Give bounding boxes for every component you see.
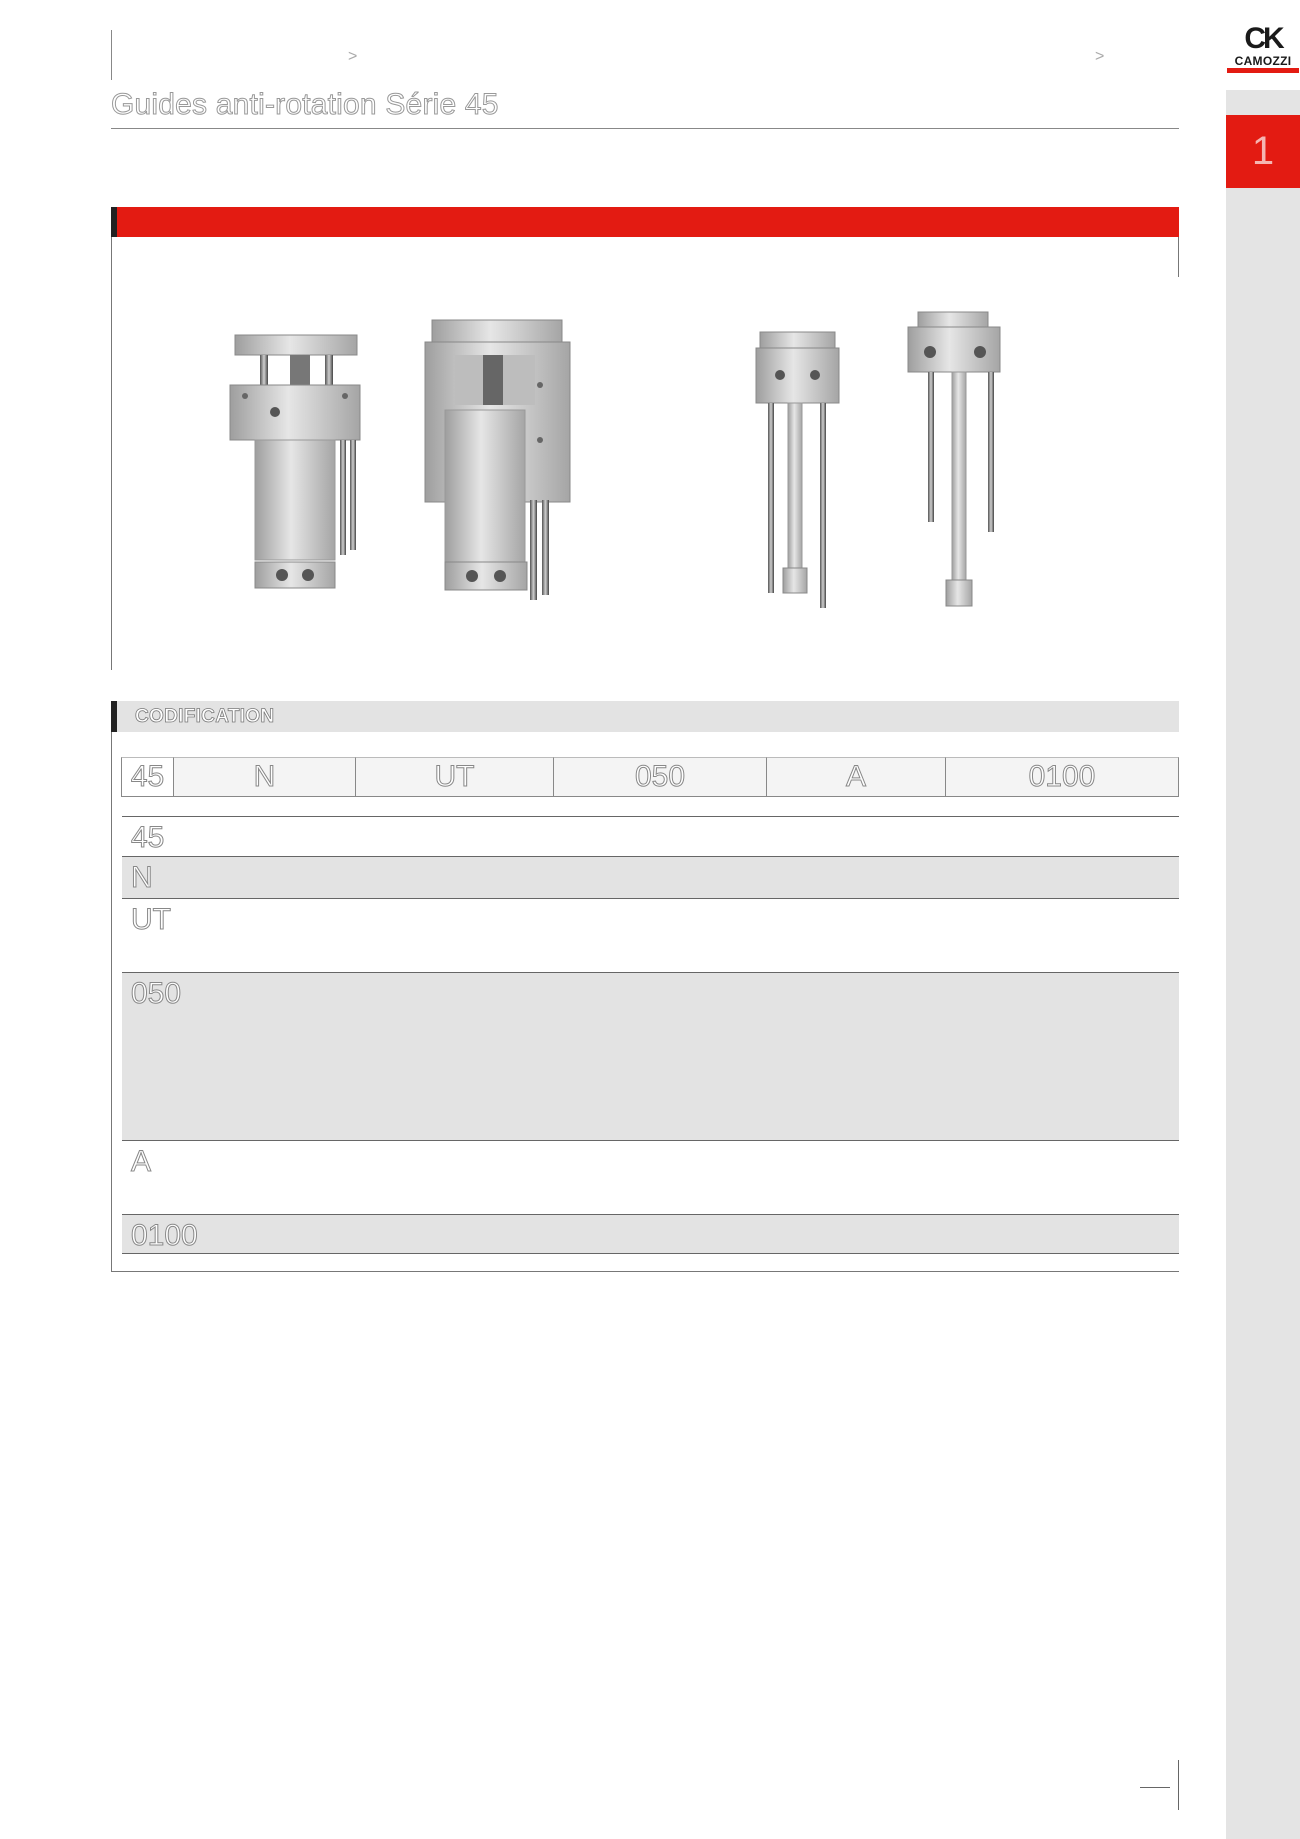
product-guide-unit-2	[425, 320, 570, 600]
legend-code: 45	[131, 821, 165, 854]
legend-row	[122, 898, 1179, 972]
header-divider	[111, 30, 112, 80]
breadcrumb-separator: >	[1095, 48, 1105, 65]
product-guide-unit-1	[230, 335, 360, 588]
product-images	[200, 300, 1060, 620]
section-band	[111, 207, 1179, 237]
legend-row	[122, 816, 1179, 856]
camozzi-logo-icon: CK	[1244, 22, 1282, 55]
page-title: Guides anti-rotation Série 45	[111, 88, 499, 121]
right-sidebar	[1226, 0, 1300, 1839]
codification-header-cap	[111, 701, 117, 732]
legend-row	[122, 1140, 1179, 1214]
section-band-cap	[111, 207, 117, 237]
legend-code: N	[131, 861, 153, 894]
codification-title: CODIFICATION	[135, 706, 275, 727]
footer-divider	[1178, 1760, 1179, 1810]
footer-mark	[1140, 1787, 1170, 1788]
code-cell-option: A	[766, 757, 945, 797]
codification-legend	[122, 816, 1179, 1254]
section-left-border	[111, 237, 112, 670]
legend-code: A	[131, 1145, 152, 1178]
legend-row	[122, 1214, 1179, 1254]
chapter-tab[interactable]: 1	[1226, 115, 1300, 188]
logo-red-bar	[1227, 68, 1299, 73]
legend-code: UT	[131, 903, 171, 936]
breadcrumb-separator: >	[348, 48, 358, 65]
codification-bottom-border	[111, 1271, 1179, 1272]
code-cell-stroke: 0100	[945, 757, 1179, 797]
legend-row	[122, 972, 1179, 1140]
code-cell-version: N	[173, 757, 355, 797]
section-right-border	[1178, 237, 1179, 277]
product-guide-unit-3	[756, 332, 839, 608]
product-guide-unit-4	[908, 312, 1000, 606]
legend-code: 050	[131, 977, 182, 1010]
title-underline	[111, 128, 1179, 129]
code-strip	[121, 757, 1179, 797]
code-cell-type: UT	[355, 757, 553, 797]
legend-code: 0100	[131, 1219, 198, 1252]
codification-left-border	[111, 732, 112, 1272]
camozzi-logo-text: CAMOZZI	[1234, 54, 1292, 68]
code-cell-bore: 050	[553, 757, 766, 797]
code-cell-series: 45	[121, 757, 173, 797]
legend-row	[122, 856, 1179, 898]
